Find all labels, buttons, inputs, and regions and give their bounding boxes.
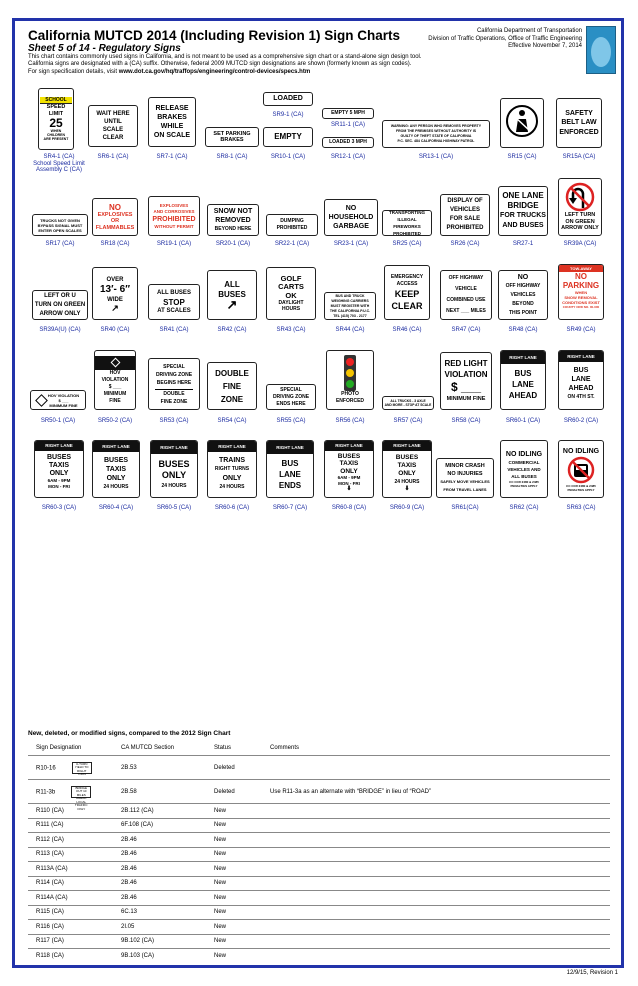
sign-caption: SR12-1 (CA) [330,154,366,160]
sign-sr56: PHOTO ENFORCED [326,350,374,410]
sign-sr60-9: RIGHT LANE BUSES TAXIS ONLY 24 HOURS ⬇ [382,440,432,498]
changes-table [28,730,610,963]
sign-sr4-1: SCHOOL SPEED LIMIT 25 WHEN CHILDREN ARE PRESENT [38,88,74,150]
sign-caption: SR9-1 (CA) [272,112,304,118]
sign-sr60-4: RIGHT LANE BUSES TAXIS ONLY 24 HOURS [92,440,140,498]
sign-sr13-1: WARNING: ANY PERSON WHO REMOVES PROPERTY FROM THE PREMISES WITHOUT AUTHORITY IS GUILTY OF THEFT STATE OF CALIFORNIA P.C. SEC. 484 CALIFORNIA HIGHWAY PATROL [382,120,490,148]
sign-caption: SR26 (CA) [450,241,480,247]
no-uturn-icon [565,182,595,212]
table-row: R115 (CA) 6C.13 New [28,905,610,920]
sign-sr11-1-upper: EMPTY 5 MPH [322,108,374,119]
sign-caption: SR46 (CA) [392,327,422,333]
table-row: R11-3bBRIDGE OUT 10 MILES AHEAD LOCAL TRAFFIC ONLY 2B.58 Deleted Use R11-3a as an alternate with “BRIDGE” in lieu of “ROAD” [28,779,610,803]
sign-sr53: SPECIAL DRIVING ZONE BEGINS HERE DOUBLE FINE ZONE [148,358,200,410]
sign-caption: SR13-1 (CA) [418,154,454,160]
sign-caption: SR4-1 (CA) School Speed Limit Assembly C (CA) [33,154,85,174]
sign-caption: SR23-1 (CA) [333,241,369,247]
down-arrow-icon: ⬇ [346,486,352,492]
sign-sr46: EMERGENCY ACCESS KEEP CLEAR [384,265,430,320]
sign-caption: SR48 (CA) [508,327,538,333]
table-row: R114A (CA) 2B.46 New [28,890,610,905]
sign-sr54: DOUBLE FINE ZONE [207,362,257,410]
sign-caption: SR8-1 (CA) [216,154,248,160]
sign-sr60-7: RIGHT LANE BUS LANE ENDS [266,440,314,498]
sign-caption: SR60-9 (CA) [389,505,425,511]
sign-caption: SR25 (CA) [392,241,422,247]
sign-caption: SR60-1 (CA) [505,418,541,424]
sign-caption: SR41 (CA) [159,327,189,333]
sign-caption: SR60-7 (CA) [272,505,308,511]
sign-sr43: GOLF CARTS OK DAYLIGHT HOURS [266,267,316,320]
page-title: California MUTCD 2014 (Including Revision 1) Sign Charts [28,28,401,43]
sign-caption: SR60-4 (CA) [98,505,134,511]
sign-caption: SR10-1 (CA) [270,154,306,160]
diamond-icon [110,358,120,368]
sign-caption: SR18 (CA) [100,241,130,247]
sign-sr60-3: RIGHT LANE BUSES TAXIS ONLY 6AM - 9PM MON - FRI [34,440,84,498]
down-arrow-icon: ⬇ [404,486,410,492]
sign-caption: SR63 (CA) [566,505,596,511]
sign-caption: SR22-1 (CA) [274,241,310,247]
sign-caption: SR44 (CA) [335,327,365,333]
sign-sr18: NO EXPLOSIVES OR FLAMMABLES [92,198,138,236]
sign-sr41: ALL BUSES STOP AT SCALES [148,284,200,320]
sign-caption: SR50-1 (CA) [40,418,76,424]
sign-sr22-1: DUMPING PROHIBITED [266,214,318,236]
sign-caption: SR53 (CA) [159,418,189,424]
sign-caption: SR60-5 (CA) [156,505,192,511]
table-row: R118 (CA) 9B.103 (CA) New [28,948,610,963]
table-row: R116 (CA) 2I.05 New [28,919,610,934]
sign-caption: SR60-2 (CA) [563,418,599,424]
sign-caption: SR42 (CA) [217,327,247,333]
sign-caption: SR56 (CA) [335,418,365,424]
sign-sr20-1: SNOW NOT REMOVED BEYOND HERE [207,204,259,236]
sign-caption: SR7-1 (CA) [156,154,188,160]
sign-sr15a: SAFETY BELT LAW ENFORCED [556,98,602,148]
sign-sr40: OVER 13′- 6″ WIDE ↗ [92,267,138,320]
sign-sr19-1: EXPLOSIVES AND CORROSIVES PROHIBITED WITHOUT PERMIT [148,196,200,236]
sign-sr44: BUS AND TRUCK WEIGHING CARRIERS MUST REGISTER WITH THE CALIFORNIA P.U.C. TEL (415) 703 - 2177 [324,292,376,320]
sign-sr60-1: RIGHT LANE BUS LANE AHEAD [500,350,546,410]
sign-caption: SR20-1 (CA) [215,241,251,247]
table-row: R110 (CA) 2B.112 (CA) New [28,803,610,818]
sign-sr55: SPECIAL DRIVING ZONE ENDS HERE [266,384,316,410]
changes-table-title: New, deleted, or modified signs, compared to the 2012 Sign Chart [28,730,231,737]
sign-sr63: NO IDLING CC CCR 2480 & 2485 PENALTIES APPLY [558,440,604,498]
table-header-row: Sign Designation CA MUTCD Section Status Comments [36,745,300,751]
manual-cover-thumbnail [586,26,616,74]
sign-caption: SR19-1 (CA) [156,241,192,247]
sign-sr7-1: RELEASE BRAKES WHILE ON SCALE [148,97,196,147]
sign-caption: SR60-6 (CA) [214,505,250,511]
table-row: R111 (CA) 6F.108 (CA) New [28,818,610,833]
sign-sr58: RED LIGHT VIOLATION $ ___ MINIMUM FINE [440,352,492,410]
sign-caption: SR60-3 (CA) [41,505,77,511]
diamond-icon [35,394,48,407]
sign-caption: SR27-1 [512,241,534,247]
sign-caption: SR43 (CA) [276,327,306,333]
sign-thumbnail: U-TURN YIELD TO RIGHT TURN [72,762,92,774]
sign-caption: SR62 (CA) [509,505,539,511]
revision-footer: 12/9/15, Revision 1 [566,970,618,976]
sign-sr10-1: EMPTY [263,127,313,147]
sign-sr17: TRUCKS NOT GIVEN BYPASS SIGNAL MUST ENTER OPEN SCALES [32,214,88,236]
sign-sr48: NO OFF HIGHWAY VEHICLES BEYOND THIS POINT [498,270,548,320]
table-row: R113 (CA) 2B.46 New [28,847,610,862]
sign-sr60-6: RIGHT LANE TRAINS RIGHT TURNS ONLY 24 HOURS [207,440,257,498]
traffic-signal-icon [344,355,356,391]
sign-sr26: DISPLAY OF VEHICLES FOR SALE PROHIBITED [440,194,490,236]
sign-caption: SR39A(U) (CA) [39,327,81,333]
sign-caption: SR50-2 (CA) [97,418,133,424]
page-subtitle: Sheet 5 of 14 - Regulatory Signs [28,43,181,54]
sign-sr50-2: HOV VIOLATION $ ___ MINIMUM FINE [94,350,136,410]
sign-caption: SR49 (CA) [566,327,596,333]
sign-caption: SR17 (CA) [45,241,75,247]
table-row: R10-16U-TURN YIELD TO RIGHT TURN 2B.53 Deleted [28,755,610,779]
intro-text: This chart contains commonly used signs in California, and is not meant to be used as a comprehensive sign chart or a stand-alone sign design tool. California signs are designated with a (CA) suffix. Otherwise, federal 2009 MUTCD sign designations are shown (formerly known as sign codes). For sign specification details, visit www.dot.ca.gov/hq/traffops/engineering/control-devices/specs.htm [28,54,422,75]
diagonal-arrow-icon: ↗ [111,302,119,313]
sign-caption: SR15 (CA) [507,154,537,160]
sign-sr39a: LEFT TURN ON GREEN ARROW ONLY [558,178,602,236]
sign-caption: SR6-1 (CA) [97,154,129,160]
diagonal-arrow-icon: ↗ [226,297,238,312]
sign-sr15 [500,98,544,148]
sign-caption: SR58 (CA) [451,418,481,424]
no-idling-bus-icon [567,456,595,484]
sign-sr60-2: RIGHT LANE BUS LANE AHEAD ON 4TH ST. [558,350,604,410]
sign-sr57: ALL TRUCKS - 3 AXLE AND MORE - STOP AT SCALE [382,396,434,410]
sign-sr50-1: HOV VIOLATION $ ___ MINIMUM FINE [30,390,86,410]
department-info: California Department of Transportation Division of Traffic Operations, Office of Traffic Engineering Effective November 7, 2014 [428,28,582,50]
sign-caption: SR39A (CA) [563,241,597,247]
table-row: R112 (CA) 2B.46 New [28,832,610,847]
sign-sr9-1: LOADED [263,92,313,106]
sign-caption: SR47 (CA) [451,327,481,333]
sign-caption: SR40 (CA) [100,327,130,333]
sign-sr47: OFF HIGHWAY VEHICLE COMBINED USE NEXT ___ MILES [440,270,492,320]
sign-caption: SR54 (CA) [217,418,247,424]
sign-caption: SR61(CA) [451,505,479,511]
sign-caption: SR11-1 (CA) [331,122,365,128]
sign-sr60-5: RIGHT LANE BUSES ONLY 24 HOURS [150,440,198,498]
sign-sr8-1: SET PARKING BRAKES [205,127,259,147]
sign-sr61: MINOR CRASH NO INJURIES SAFELY MOVE VEHICLES FROM TRAVEL LANES [436,458,494,498]
sign-sr62: NO IDLING COMMERCIAL VEHICLES AND ALL BUSES CC CCR 2480 & 2485 PENALTIES APPLY [500,440,548,498]
sign-sr39a-u: LEFT OR U TURN ON GREEN ARROW ONLY [32,290,88,320]
seatbelt-icon [505,104,539,142]
sign-sr27-1: ONE LANE BRIDGE FOR TRUCKS AND BUSES [498,186,548,236]
sign-caption: SR55 (CA) [276,418,306,424]
sign-sr6-1: WAIT HERE UNTIL SCALE CLEAR [88,105,138,147]
sign-sr49: TOW-AWAY NO PARKING WHEN SNOW REMOVAL CONDITIONS EXIST COUNTY ORD NO. 00-000 [558,264,604,320]
sign-sr60-8: RIGHT LANE BUSES TAXIS ONLY 6AM - 9PM MON - FRI ⬇ [324,440,374,498]
sign-caption: SR60-8 (CA) [331,505,367,511]
sign-caption: SR57 (CA) [393,418,423,424]
table-row: R117 (CA) 9B.102 (CA) New [28,934,610,949]
table-row: R113A (CA) 2B.46 New [28,861,610,876]
spec-link[interactable]: www.dot.ca.gov/hq/traffops/engineering/control-devices/specs.htm [118,68,311,75]
sign-sr23-1: NO HOUSEHOLD GARBAGE [324,199,378,236]
sign-caption: SR15A (CA) [562,154,596,160]
sign-sr42: ALL BUSES ↗ [207,270,257,320]
sign-thumbnail: BRIDGE OUT 10 MILES AHEAD LOCAL TRAFFIC ONLY [71,786,91,798]
sign-sr25: TRANSPORTING ILLEGAL FIREWORKS PROHIBITED [382,210,432,236]
table-row: R114 (CA) 2B.46 New [28,876,610,891]
sign-sr12-1: LOADED 3 MPH [322,137,374,148]
